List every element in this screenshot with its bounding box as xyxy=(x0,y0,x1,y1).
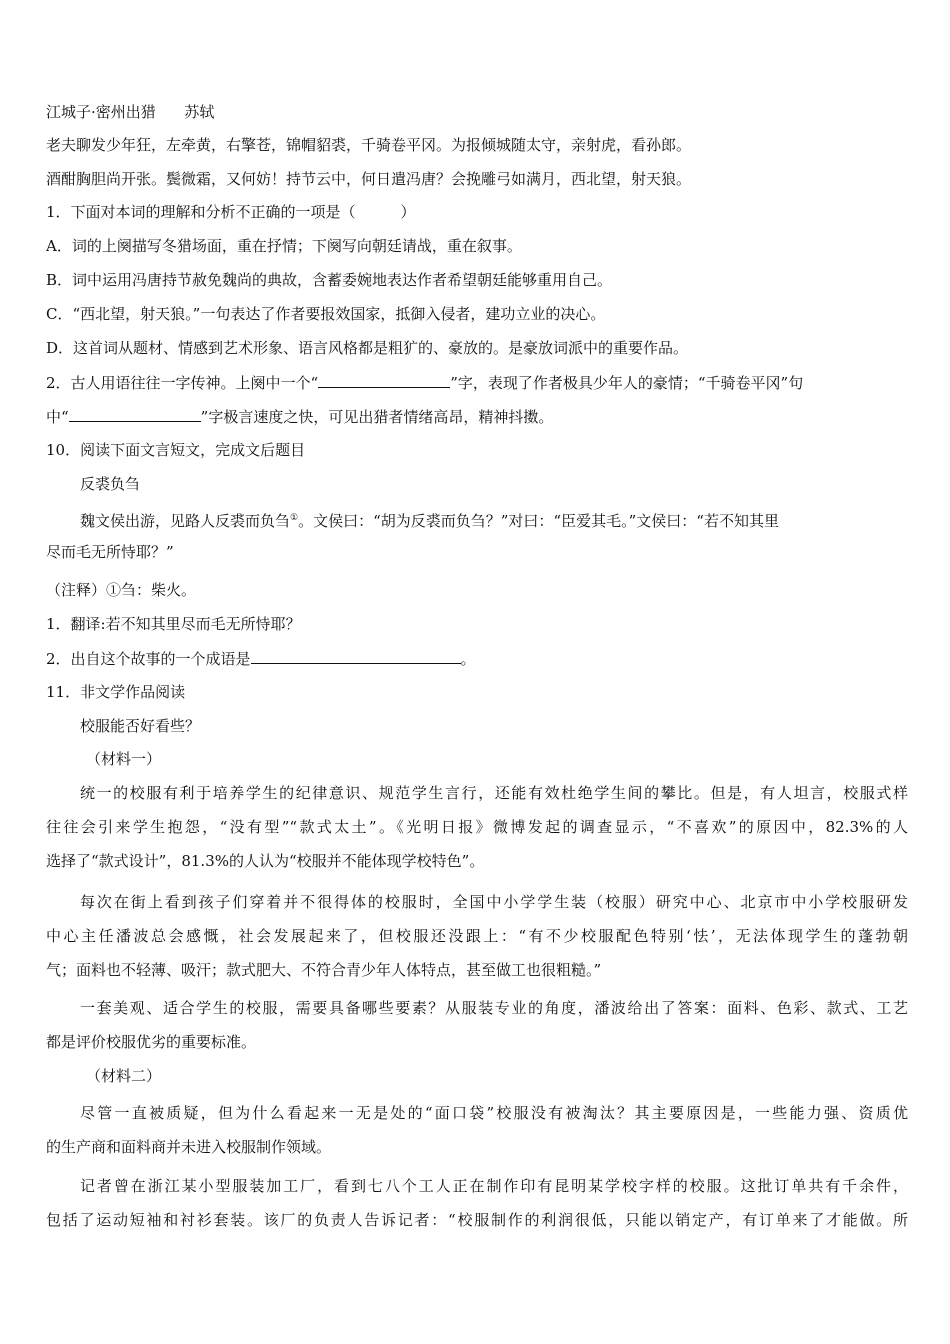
classical-text-line-2: 尽而毛无所恃耶？” xyxy=(46,543,174,561)
poem-title: 江城子·密州出猎 xyxy=(46,103,156,121)
material-1-para-1-line-3: 选择了“款式设计”，81.3%的人认为“校服并不能体现学校特色”。 xyxy=(46,852,485,870)
material-1-para-2-line-1: 每次在街上看到孩子们穿着并不很得体的校服时，全国中小学学生装（校服）研究中心、北京市中小学校服研发 xyxy=(80,893,908,911)
question-1-option-a: A．词的上阕描写冬猎场面，重在抒情；下阕写向朝廷请战，重在叙事。 xyxy=(46,237,522,255)
question-1-option-b: B．词中运用冯唐持节赦免魏尚的典故，含蓄委婉地表达作者希望朝廷能够重用自己。 xyxy=(46,271,613,289)
classical-text-line-1: 魏文侯出游，见路人反裘而负刍①。文侯曰：“胡为反裘而负刍？”对曰：“臣爱其毛。”文侯曰：“若不知其里 xyxy=(80,512,779,530)
article-title: 校服能否好看些？ xyxy=(80,717,201,735)
answer-blank-3[interactable] xyxy=(251,647,461,664)
material-1-para-1-line-2: 往往会引来学生抱怨，“没有型”“款式太土”。《光明日报》微博发起的调查显示，“不喜欢”的原因中，82.3%的人 xyxy=(46,818,908,836)
question-2-line-1: 2．古人用语往往一字传神。上阕中一个“ ”字，表现了作者极具少年人的豪情；“千骑卷平冈”句 xyxy=(46,371,908,394)
material-1-para-3-line-1: 一套美观、适合学生的校服，需要具备哪些要素？从服装专业的角度，潘波给出了答案：面料、色彩、款式、工艺 xyxy=(80,999,908,1017)
material-2-label: （材料二） xyxy=(86,1067,162,1085)
material-1-label: （材料一） xyxy=(86,750,162,768)
answer-blank-2[interactable] xyxy=(69,405,201,422)
poem-line-1: 老夫聊发少年狂，左牵黄，右擎苍，锦帽貂裘，千骑卷平冈。为报倾城随太守，亲射虎，看孙郎。 xyxy=(46,136,692,154)
material-2-para-2-line-1: 记者曾在浙江某小型服装加工厂，看到七八个工人正在制作印有昆明某学校字样的校服。这批订单共有千余件， xyxy=(80,1177,908,1195)
question-1-option-d: D．这首词从题材、情感到艺术形象、语言风格都是粗犷的、豪放的。是豪放词派中的重要作品。 xyxy=(46,339,689,357)
material-1-para-1-line-1: 统一的校服有利于培养学生的纪律意识、规范学生言行，还能有效杜绝学生间的攀比。但是，有人坦言，校服式样 xyxy=(80,784,908,802)
question-10-sub-1: 1．翻译:若不知其里尽而毛无所恃耶？ xyxy=(46,615,301,633)
question-10-heading: 10．阅读下面文言短文，完成文后题目 xyxy=(46,441,306,459)
material-2-para-1-line-2: 的生产商和面料商并未进入校服制作领域。 xyxy=(46,1138,332,1156)
question-1-option-c: C．“西北望，射天狼。”一句表达了作者要报效国家，抵御入侵者，建功立业的决心。 xyxy=(46,305,606,323)
material-1-para-3-line-2: 都是评价校服优劣的重要标准。 xyxy=(46,1033,257,1051)
footnote: （注释）①刍：柴火。 xyxy=(46,581,197,599)
material-2-para-2-line-2: 包括了运动短袖和衬衫套装。该厂的负责人告诉记者：“校服制作的利润很低，只能以销定产，有订单来了才能做。所 xyxy=(46,1211,908,1229)
question-11-heading: 11．非文学作品阅读 xyxy=(46,683,186,701)
question-1-stem: 1．下面对本词的理解和分析不正确的一项是（ ） xyxy=(46,203,416,221)
question-2-line-2: 中“ ”字极言速度之快，可见出猎者情绪高昂，精神抖擞。 xyxy=(46,405,908,428)
material-1-para-2-line-3: 气；面料也不轻薄、吸汗；款式肥大、不符合青少年人体特点，甚至做工也很粗糙。” xyxy=(46,961,602,979)
poem-line-2: 酒酣胸胆尚开张。鬓微霜，又何妨！持节云中，何日遣冯唐？会挽雕弓如满月，西北望，射天狼。 xyxy=(46,170,692,188)
footnote-marker: ① xyxy=(290,513,299,523)
material-1-para-2-line-2: 中心主任潘波总会感慨，社会发展起来了，但校服还没跟上：“有不少校服配色特别‘怯’，无法体现学生的蓬勃朝 xyxy=(46,927,908,945)
question-10-sub-2: 2．出自这个故事的一个成语是 。 xyxy=(46,647,908,670)
poem-author: 苏轼 xyxy=(184,103,215,121)
material-2-para-1-line-1: 尽管一直被质疑，但为什么看起来一无是处的“面口袋”校服没有被淘汰？其主要原因是，一些能力强、资质优 xyxy=(80,1104,908,1122)
classical-text-title: 反裘负刍 xyxy=(80,475,141,493)
answer-blank-1[interactable] xyxy=(318,371,450,388)
poem-heading xyxy=(46,101,908,123)
